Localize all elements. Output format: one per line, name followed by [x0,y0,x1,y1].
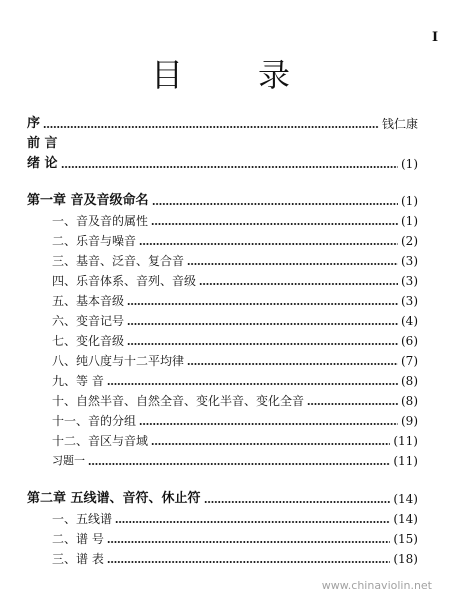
dot-leader [152,203,398,205]
toc-entry-page: (7) [401,354,418,368]
toc-entry [0,530,460,548]
toc-entry-page: (9) [401,414,418,428]
toc-entry-page: (11) [393,454,418,468]
toc-entry-title: 十一、音的分组 [52,414,137,428]
toc-entry [0,252,460,270]
dot-leader [139,243,398,245]
toc-entry-page: (11) [393,434,418,448]
toc-entry [0,312,460,330]
toc-entry-title: 四、乐音体系、音列、音级 [52,274,197,288]
dot-leader [61,166,398,168]
toc-entry [0,212,460,230]
toc-entry-title: 习题一 [52,454,85,467]
toc-entry [0,292,460,310]
toc-entry-page: (3) [401,274,418,288]
toc-entry [0,115,460,133]
toc-entry-page: (3) [401,294,418,308]
dot-leader [107,541,391,543]
dot-leader [199,283,398,285]
toc-entry [0,392,460,410]
dot-leader [127,343,398,345]
toc-entry-title: 三、基音、泛音、复合音 [52,254,185,268]
toc-entry-page: (4) [401,314,418,328]
toc-entry-title: 十二、音区与音域 [52,434,149,448]
dot-leader [127,303,398,305]
dot-leader [187,263,398,265]
dot-leader [127,323,398,325]
toc-entry-page: (2) [401,234,418,248]
toc-entry-title: 三、谱 表 [52,552,104,566]
toc-entry-page: (6) [401,334,418,348]
toc-entry-page: (15) [393,532,418,546]
toc-entry-page: (14) [393,492,418,506]
dot-leader [204,501,391,503]
toc-entry [0,352,460,370]
toc-entry-title: 二、乐音与噪音 [52,234,137,248]
toc-entry-page: (14) [393,512,418,526]
toc-entry-title: 一、五线谱 [52,512,113,526]
toc-entry [0,510,460,528]
toc-entry-title: 六、变音记号 [52,314,125,328]
dot-leader [115,521,390,523]
dot-leader [151,443,390,445]
dot-leader [307,403,398,405]
toc-entry-title: 十、自然半音、自然全音、变化半音、变化全音 [52,394,305,408]
toc-entry-page: 钱仁康 [381,117,418,131]
toc-entry [0,372,460,390]
toc-entry [0,452,460,470]
toc-entry-title: 二、谱 号 [52,532,104,546]
title-char-2: 录 [258,56,291,94]
title-char-1: 目 [151,56,184,94]
toc-entry-title: 序 [27,116,41,131]
toc-entry-page: (8) [401,394,418,408]
toc-entry [0,332,460,350]
toc-entry-title: 第一章 音及音级命名 [27,193,149,208]
page-title [118,50,318,94]
dot-leader [107,561,391,563]
toc-entry [0,192,460,210]
toc-entry [0,155,460,173]
toc-entry-title: 绪 论 [27,156,58,171]
toc-entry [0,432,460,450]
toc-entry-title: 八、纯八度与十二平均律 [52,354,185,368]
toc-entry-title: 七、变化音级 [52,334,125,348]
toc-entry [0,550,460,568]
toc-entry [0,412,460,430]
dot-leader [151,223,398,225]
toc-entry [0,135,460,153]
page-number: I [432,30,439,45]
toc-entry-page: (1) [401,214,418,228]
watermark: www.chinaviolin.net [321,579,432,592]
dot-leader [88,463,390,465]
dot-leader [43,126,379,128]
toc-entry-title: 一、音及音的属性 [52,214,149,228]
toc-entry [0,490,460,508]
dot-leader [139,423,398,425]
toc-entry-page: (3) [401,254,418,268]
toc-entry [0,272,460,290]
toc-entry-page: (1) [401,157,418,171]
dot-leader [107,383,398,385]
toc-entry [0,232,460,250]
toc-entry-page: (18) [393,552,418,566]
toc-entry-title: 第二章 五线谱、音符、休止符 [27,491,201,506]
toc-entry-title: 五、基本音级 [52,294,125,308]
toc-entry-page: (8) [401,374,418,388]
dot-leader [187,363,398,365]
toc-entry-page: (1) [401,194,418,208]
toc-entry-title: 九、等 音 [52,374,104,388]
toc-entry-title: 前 言 [27,136,58,151]
